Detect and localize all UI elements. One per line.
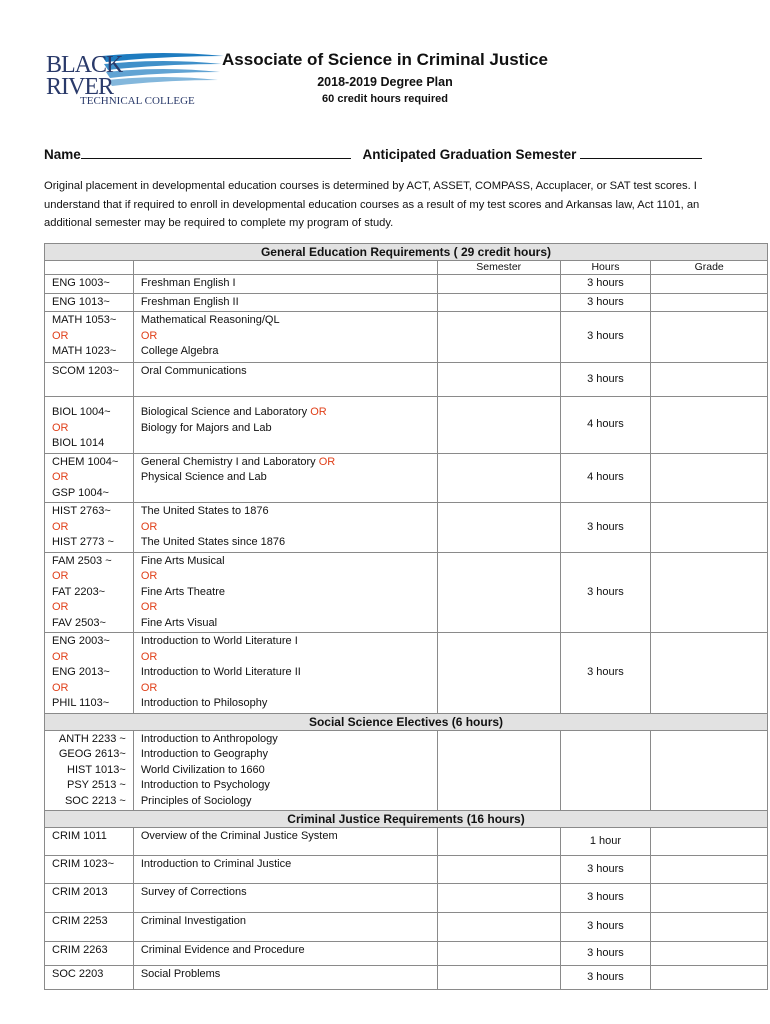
course-code-line: GEOG 2613~ <box>58 748 126 760</box>
course-title <box>133 856 437 884</box>
course-title <box>133 942 437 966</box>
course-row <box>45 363 768 397</box>
course-code <box>45 856 134 884</box>
or-label: OR <box>318 455 336 468</box>
course-code-line: FAV 2503~ <box>52 616 106 629</box>
course-code <box>45 363 134 397</box>
course-title <box>133 363 437 397</box>
course-code <box>45 312 134 363</box>
name-field[interactable] <box>81 145 351 159</box>
hours-cell: 1 hour <box>560 828 651 856</box>
course-code-line: FAM 2503 ~ <box>52 554 112 567</box>
course-code-line: OR <box>52 471 69 483</box>
college-logo <box>44 50 224 110</box>
semester-cell[interactable] <box>437 363 560 397</box>
course-row <box>45 552 768 633</box>
course-title-line: Introduction to World Literature I <box>140 635 298 647</box>
semester-cell[interactable] <box>437 503 560 553</box>
course-title-line: Freshman English II <box>140 295 239 308</box>
semester-cell[interactable] <box>437 856 560 884</box>
section-title: General Education Requirements ( 29 credit hours) <box>45 244 768 261</box>
course-code-line: FAT 2203~ <box>52 585 106 598</box>
course-title <box>133 633 437 714</box>
name-label: Name <box>44 147 81 162</box>
blank-header <box>133 261 437 275</box>
course-code-line: ANTH 2233 ~ <box>58 732 126 745</box>
course-code-line: BIOL 1004~ <box>52 406 111 418</box>
semester-cell[interactable] <box>437 633 560 714</box>
course-title <box>133 913 437 942</box>
course-code-line: CHEM 1004~ <box>52 455 119 468</box>
grade-cell[interactable] <box>651 966 768 990</box>
course-title-line: Introduction to Criminal Justice <box>140 858 292 870</box>
semester-cell[interactable] <box>437 453 560 503</box>
hours-cell: 4 hours <box>560 453 651 503</box>
course-title <box>133 966 437 990</box>
course-code <box>45 503 134 553</box>
course-code <box>45 913 134 942</box>
course-code-line: MATH 1053~ <box>52 314 117 326</box>
course-code <box>45 397 134 454</box>
course-code-line: SOC 2203 <box>52 968 104 980</box>
course-code-line: SOC 2213 ~ <box>64 794 126 807</box>
course-title-line: OR <box>140 681 158 694</box>
course-title-line: Oral Communications <box>140 365 247 377</box>
semester-cell[interactable] <box>437 397 560 454</box>
course-code-line: ENG 1003~ <box>52 277 110 289</box>
course-title <box>133 828 437 856</box>
course-code <box>45 730 134 811</box>
course-code-line: ENG 1013~ <box>52 295 110 308</box>
course-code-line: SCOM 1203~ <box>52 365 119 377</box>
course-title-line: OR <box>140 570 158 582</box>
course-row <box>45 633 768 714</box>
hours-cell: 3 hours <box>560 552 651 633</box>
semester-cell[interactable] <box>437 730 560 811</box>
course-code <box>45 633 134 714</box>
course-title-line: Introduction to Geography <box>140 748 269 760</box>
course-title <box>133 503 437 553</box>
section-title: Criminal Justice Requirements (16 hours) <box>45 811 768 828</box>
course-row <box>45 730 768 811</box>
section-title: Social Science Electives (6 hours) <box>45 713 768 730</box>
course-title <box>133 453 437 503</box>
course-title-line: OR <box>140 329 158 342</box>
course-code-line: CRIM 1011 <box>52 830 107 842</box>
credits-required: 60 credit hours required <box>322 93 448 105</box>
intro-paragraph: Original placement in developmental education courses is determined by ACT, ASSET, COMPASS, Accuplacer, or SAT test scores. I understand that if required to enroll in developmental education courses as a result of my test scores and Arkansas law, Act 1101, an additional semester may be required to complete my program of study. <box>44 180 700 229</box>
course-row <box>45 503 768 553</box>
hours-cell: 3 hours <box>560 633 651 714</box>
course-code-line: BIOL 1014 <box>52 437 105 449</box>
course-code-line: OR <box>52 570 69 582</box>
course-code-line: CRIM 1023~ <box>52 858 115 870</box>
course-title-line: The United States since 1876 <box>140 536 286 548</box>
hours-cell: 3 hours <box>560 942 651 966</box>
course-title-line: Introduction to Philosophy <box>140 697 268 709</box>
semester-cell[interactable] <box>437 293 560 312</box>
hours-cell: 3 hours <box>560 503 651 553</box>
section-header <box>45 811 768 828</box>
course-title-line: Fine Arts Musical <box>140 554 225 567</box>
course-code-line: HIST 2773 ~ <box>52 536 114 548</box>
course-title-line: The United States to 1876 <box>140 505 269 517</box>
hours-cell: 3 hours <box>560 275 651 294</box>
degree-plan-table <box>44 243 768 990</box>
graduation-field[interactable] <box>580 145 702 159</box>
course-title-line: Physical Science and Lab <box>140 471 267 483</box>
grade-cell[interactable] <box>651 884 768 913</box>
course-code-line: HIST 2763~ <box>52 505 111 517</box>
course-row <box>45 453 768 503</box>
hours-header: Hours <box>560 261 651 275</box>
grade-cell[interactable] <box>651 942 768 966</box>
course-code <box>45 552 134 633</box>
course-code-line: MATH 1023~ <box>52 345 117 357</box>
course-title <box>133 730 437 811</box>
grade-cell[interactable] <box>651 312 768 363</box>
course-code <box>45 942 134 966</box>
semester-cell[interactable] <box>437 884 560 913</box>
or-label: OR <box>310 406 327 418</box>
course-title <box>133 884 437 913</box>
column-header-row <box>45 261 768 275</box>
course-title <box>133 293 437 312</box>
logo-line-2: RIVER <box>46 74 113 100</box>
grade-cell[interactable] <box>651 293 768 312</box>
course-title-line: Overview of the Criminal Justice System <box>140 830 338 842</box>
course-title <box>133 397 437 454</box>
section-header <box>45 244 768 261</box>
semester-cell[interactable] <box>437 312 560 363</box>
course-row <box>45 913 768 942</box>
hours-cell: 3 hours <box>560 884 651 913</box>
course-row <box>45 828 768 856</box>
course-title <box>133 552 437 633</box>
course-title-line: Mathematical Reasoning/QL <box>140 314 280 326</box>
semester-cell[interactable] <box>437 942 560 966</box>
course-code-line: OR <box>52 650 69 663</box>
degree-plan-year: 2018-2019 Degree Plan <box>317 75 453 89</box>
course-title-line: Principles of Sociology <box>140 794 252 807</box>
grade-header: Grade <box>651 261 768 275</box>
course-code-line: OR <box>52 520 69 533</box>
course-title-line: Fine Arts Visual <box>140 616 218 629</box>
course-title-line: Survey of Corrections <box>140 886 247 898</box>
course-row <box>45 884 768 913</box>
grade-cell[interactable] <box>651 503 768 553</box>
hours-cell <box>560 730 651 811</box>
course-title-line: Introduction to World Literature II <box>140 666 301 678</box>
grade-cell[interactable] <box>651 453 768 503</box>
course-title-line: General Chemistry I and Laboratory OR <box>140 455 336 468</box>
course-title-line: Biological Science and Laboratory OR <box>140 406 327 418</box>
course-row <box>45 942 768 966</box>
grade-cell[interactable] <box>651 363 768 397</box>
course-title-line: Introduction to Psychology <box>140 779 270 791</box>
course-code-line: OR <box>52 601 69 613</box>
hours-cell: 3 hours <box>560 913 651 942</box>
hours-cell: 3 hours <box>560 856 651 884</box>
grade-cell[interactable] <box>651 275 768 294</box>
course-title <box>133 275 437 294</box>
page-title: Associate of Science in Criminal Justice <box>222 50 548 69</box>
semester-cell[interactable] <box>437 552 560 633</box>
logo-line-3: TECHNICAL COLLEGE <box>80 95 195 107</box>
course-code-line: CRIM 2013 <box>52 886 108 898</box>
name-line <box>44 145 702 162</box>
course-row <box>45 275 768 294</box>
course-code-line: ENG 2003~ <box>52 635 110 647</box>
course-code-line: CRIM 2253 <box>52 915 108 927</box>
course-code <box>45 275 134 294</box>
course-row <box>45 966 768 990</box>
course-row <box>45 856 768 884</box>
semester-cell[interactable] <box>437 828 560 856</box>
course-title-line: College Algebra <box>140 345 219 357</box>
course-title-line: Criminal Investigation <box>140 915 246 927</box>
course-code <box>45 293 134 312</box>
course-code-line: OR <box>52 421 69 434</box>
semester-cell[interactable] <box>437 275 560 294</box>
semester-cell[interactable] <box>437 966 560 990</box>
course-title-line: OR <box>140 601 158 613</box>
semester-cell[interactable] <box>437 913 560 942</box>
hours-cell: 3 hours <box>560 293 651 312</box>
hours-cell: 3 hours <box>560 363 651 397</box>
semester-header: Semester <box>437 261 560 275</box>
course-title-line: World Civilization to 1660 <box>140 763 265 776</box>
course-code-line: CRIM 2263 <box>52 944 108 956</box>
logo-line-1: BLACK <box>46 52 123 78</box>
course-code-line: OR <box>52 329 69 342</box>
course-code <box>45 884 134 913</box>
course-title <box>133 312 437 363</box>
course-title-line: Introduction to Anthropology <box>140 732 278 745</box>
grade-cell[interactable] <box>651 730 768 811</box>
course-row <box>45 397 768 454</box>
grade-cell[interactable] <box>651 397 768 454</box>
course-title-line: Fine Arts Theatre <box>140 585 225 598</box>
course-code-line: OR <box>52 681 69 694</box>
course-code-line: HIST 1013~ <box>67 763 126 776</box>
hours-cell: 3 hours <box>560 312 651 363</box>
hours-cell: 3 hours <box>560 966 651 990</box>
grade-cell[interactable] <box>651 552 768 633</box>
course-row <box>45 312 768 363</box>
course-title-line: OR <box>140 520 158 533</box>
grade-cell[interactable] <box>651 633 768 714</box>
course-code-line: ENG 2013~ <box>52 666 110 678</box>
course-title-line: OR <box>140 650 158 663</box>
course-code-line: GSP 1004~ <box>52 486 109 499</box>
grade-cell[interactable] <box>651 856 768 884</box>
course-title-line: Freshman English I <box>140 277 236 289</box>
course-code-line: PSY 2513 ~ <box>66 779 126 791</box>
course-row <box>45 293 768 312</box>
grade-cell[interactable] <box>651 828 768 856</box>
hours-cell: 4 hours <box>560 397 651 454</box>
course-code <box>45 453 134 503</box>
blank-header <box>45 261 134 275</box>
course-title-line: Biology for Majors and Lab <box>140 421 272 434</box>
course-title-line: Social Problems <box>140 968 221 980</box>
course-title-line: Criminal Evidence and Procedure <box>140 944 305 956</box>
course-code <box>45 828 134 856</box>
course-code-line: PHIL 1103~ <box>52 697 110 709</box>
section-header <box>45 713 768 730</box>
graduation-label: Anticipated Graduation Semester <box>362 147 577 162</box>
course-code <box>45 966 134 990</box>
grade-cell[interactable] <box>651 913 768 942</box>
